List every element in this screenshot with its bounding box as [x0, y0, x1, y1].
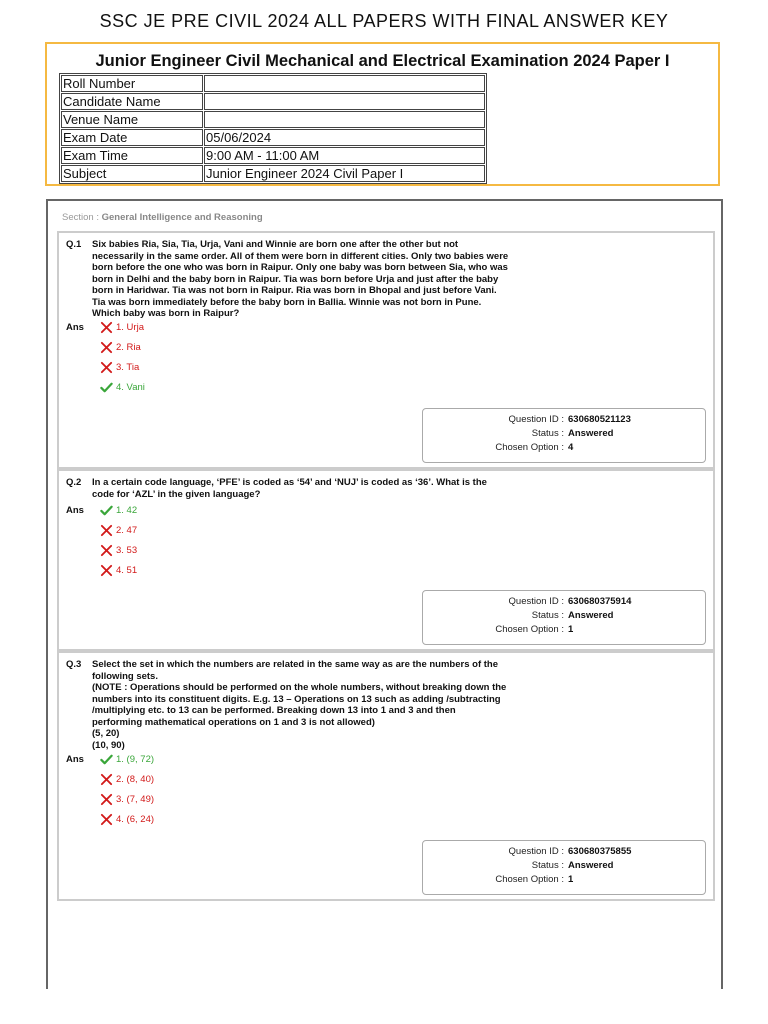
section-label	[62, 212, 263, 223]
status-row: Status : Answered	[531, 860, 614, 871]
option-text: 3. (7, 49)	[116, 794, 155, 805]
question-card-1	[57, 231, 715, 469]
info-label: Candidate Name	[61, 93, 203, 110]
question-line: (5, 20)	[92, 728, 120, 739]
option-item	[100, 813, 154, 826]
info-value: 9:00 AM - 11:00 AM	[204, 147, 485, 164]
question-meta-box	[422, 408, 706, 463]
option-item	[100, 524, 137, 537]
question-id-row: Question ID : 630680375855	[508, 846, 632, 857]
option-item	[100, 321, 144, 334]
chosen-option-row: Chosen Option : 1	[495, 624, 574, 635]
chosen-option-row: Chosen Option : 1	[495, 874, 574, 885]
question-panel	[46, 199, 723, 989]
question-id: 630680375914	[568, 596, 632, 607]
cross-icon	[100, 544, 116, 557]
table-row	[61, 93, 485, 110]
option-text: 2. Ria	[116, 342, 141, 353]
check-icon	[100, 381, 116, 394]
question-line: performing mathematical operations on 1 and 3 is not allowed)	[92, 716, 375, 728]
question-line: born in Haridwar. Tia was not born in Raipur. Ria was born in Bhopal and just before Vani.	[92, 285, 497, 296]
table-row	[61, 111, 485, 128]
question-line: In a certain code language, ‘PFE’ is coded as ‘54’ and ‘NUJ’ is coded as ‘36’. What is the	[92, 477, 487, 488]
cross-icon	[100, 813, 116, 826]
table-row	[61, 75, 485, 92]
cross-icon	[100, 773, 116, 786]
question-line: (NOTE : Operations should be performed on the whole numbers, without breaking down the	[92, 682, 507, 693]
section-name: General Intelligence and Reasoning	[101, 212, 263, 223]
exam-header	[45, 42, 720, 186]
ans-label: Ans	[66, 322, 84, 333]
cross-icon	[100, 524, 116, 537]
status-value: Answered	[568, 610, 614, 621]
ans-label: Ans	[66, 754, 84, 765]
option-item	[100, 773, 154, 786]
info-value: Junior Engineer 2024 Civil Paper I	[204, 165, 485, 182]
option-item	[100, 753, 154, 766]
check-icon	[100, 504, 116, 517]
info-value	[204, 75, 485, 92]
question-number: Q.2	[66, 477, 82, 488]
question-line: Tia was born immediately before the baby born in Ballia. Winnie was not born in Pune.	[92, 296, 482, 308]
question-meta-box	[422, 590, 706, 645]
option-text: 4. 51	[116, 565, 138, 576]
status-value: Answered	[568, 860, 614, 871]
question-line: following sets.	[92, 670, 158, 682]
question-id-row: Question ID : 630680375914	[508, 596, 632, 607]
question-line: Six babies Ria, Sia, Tia, Urja, Vani and Winnie are born one after the other but not	[92, 239, 459, 250]
check-icon	[100, 753, 116, 766]
question-line: numbers into its constituent digits. E.g. 13 – Operations on 13 such as adding /subtracting	[92, 693, 501, 705]
cross-icon	[100, 793, 116, 806]
info-label: Venue Name	[61, 111, 203, 128]
question-id: 630680375855	[568, 846, 632, 857]
question-id-row: Question ID : 630680521123	[508, 414, 631, 425]
question-number: Q.3	[66, 659, 82, 670]
question-line: Select the set in which the numbers are related in the same way as are the numbers of the	[92, 659, 498, 670]
cross-icon	[100, 361, 116, 374]
option-item	[100, 361, 139, 374]
option-text: 2. (8, 40)	[116, 774, 155, 785]
question-line: /multiplying etc. to 13 can be performed. Breaking down 13 into 1 and 3 and then	[92, 705, 456, 716]
question-line: (10, 90)	[92, 739, 125, 751]
status-row: Status : Answered	[531, 610, 614, 621]
question-meta-box	[422, 840, 706, 895]
status-value: Answered	[568, 428, 614, 439]
table-row	[61, 129, 485, 146]
question-text	[92, 239, 522, 320]
chosen-option: 1	[568, 624, 574, 635]
option-text: 4. (6, 24)	[116, 814, 155, 825]
section-prefix: Section :	[62, 212, 99, 223]
question-line: Which baby was born in Raipur?	[92, 308, 240, 319]
option-item	[100, 381, 145, 394]
cross-icon	[100, 341, 116, 354]
cross-icon	[100, 321, 116, 334]
option-item	[100, 544, 137, 557]
question-line: born before the one who was born in Raipur. Only one baby was born between Sia, who was	[92, 262, 508, 273]
chosen-option: 4	[568, 442, 574, 453]
status-row: Status : Answered	[531, 428, 614, 439]
option-text: 1. (9, 72)	[116, 754, 155, 765]
chosen-option: 1	[568, 874, 574, 885]
question-text	[92, 477, 522, 500]
question-line: born in Delhi and the baby born in Raipur. Tia was born before Urja and just after the baby	[92, 273, 499, 285]
question-number: Q.1	[66, 239, 82, 250]
option-text: 3. Tia	[116, 362, 140, 373]
info-label: Roll Number	[61, 75, 203, 92]
option-text: 1. 42	[116, 505, 138, 516]
option-text: 4. Vani	[116, 382, 145, 393]
question-line: code for ‘AZL’ in the given language?	[92, 488, 261, 500]
info-value: 05/06/2024	[204, 129, 485, 146]
option-text: 2. 47	[116, 525, 138, 536]
option-item	[100, 793, 154, 806]
candidate-info-table	[59, 73, 487, 184]
option-item	[100, 341, 141, 354]
option-item	[100, 564, 137, 577]
option-text: 3. 53	[116, 545, 138, 556]
question-card-2	[57, 469, 715, 651]
info-value	[204, 93, 485, 110]
question-id: 630680521123	[568, 414, 631, 425]
banner-title: SSC JE PRE CIVIL 2024 ALL PAPERS WITH FINAL ANSWER KEY	[99, 11, 669, 31]
ans-label: Ans	[66, 505, 84, 516]
info-label: Exam Time	[61, 147, 203, 164]
option-text: 1. Urja	[116, 322, 144, 333]
question-text	[92, 659, 522, 751]
table-row	[61, 147, 485, 164]
info-label: Exam Date	[61, 129, 203, 146]
question-line: necessarily in the same order. All of them were born in different cities. Only two babies were	[92, 250, 509, 262]
exam-title: Junior Engineer Civil Mechanical and Electrical Examination 2024 Paper I	[95, 52, 670, 70]
option-item	[100, 504, 137, 517]
question-card-3	[57, 651, 715, 901]
info-label: Subject	[61, 165, 203, 182]
cross-icon	[100, 564, 116, 577]
chosen-option-row: Chosen Option : 4	[495, 442, 574, 453]
table-row	[61, 165, 485, 182]
info-value	[204, 111, 485, 128]
